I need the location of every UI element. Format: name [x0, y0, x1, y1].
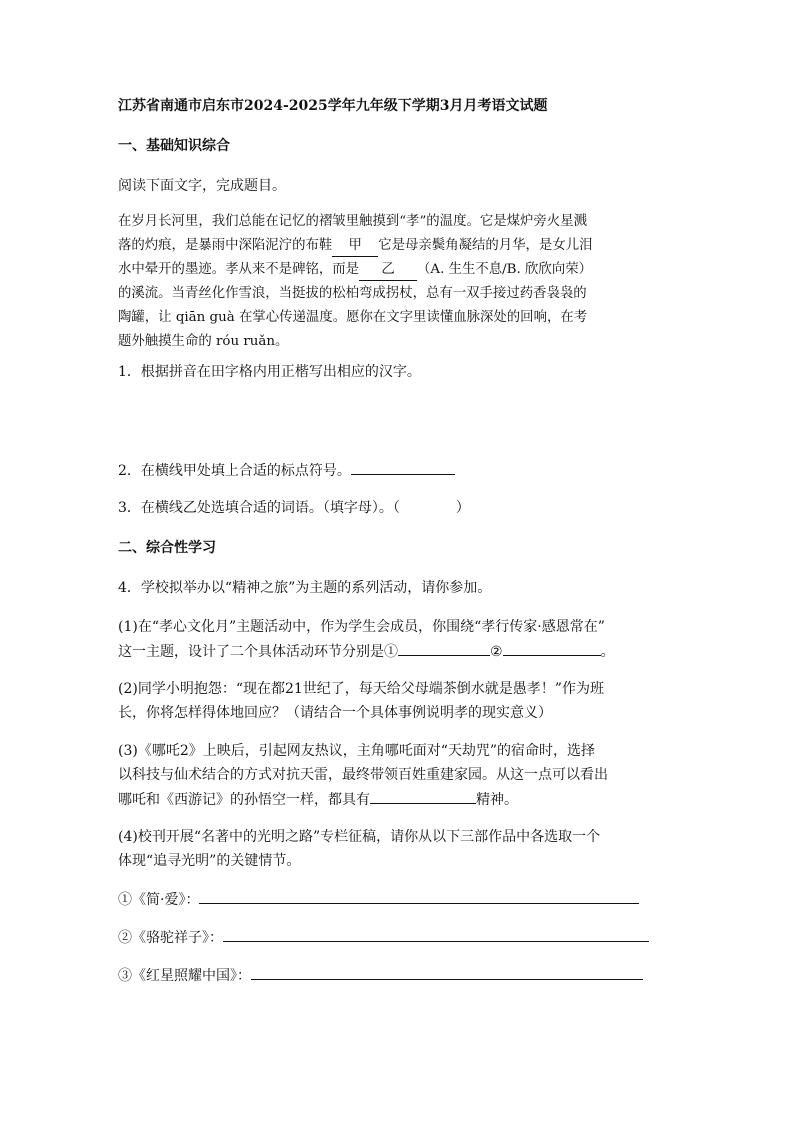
- answer-blank-spirit[interactable]: [370, 789, 476, 804]
- passage-text: 水中晕开的墨迹。孝从来不是碑铭，而是: [118, 262, 360, 277]
- document-title: 江苏省南通市启东市2024-2025学年九年级下学期3月月考语文试题: [118, 98, 548, 114]
- question-3: [118, 498, 470, 518]
- passage-text: 它是母亲鬓角凝结的月华，是女儿泪: [378, 238, 593, 253]
- q4-part4-line: 体现“追寻光明”的关键情节。: [118, 853, 301, 869]
- q4-part1-end: 。: [600, 644, 615, 660]
- question-1: 1．根据拼音在田字格内用正楷写出相应的汉字。: [118, 364, 421, 380]
- book-answer-row: [118, 927, 649, 948]
- passage-text: 落的灼痕，是暴雨中深陷泥泞的布鞋: [118, 238, 333, 253]
- q4-part3-line: (3)《哪吒2》上映后，引起网友热议，主角哪吒面对“天劫咒”的宿命时，选择: [118, 743, 596, 759]
- q4-part1-marker: ②: [490, 644, 503, 660]
- passage-line: 在岁月长河里，我们总能在记忆的褶皱里触摸到“孝”的温度。它是煤炉旁火星溅: [118, 214, 587, 229]
- q4-part2-line: 长，你将怎样得体地回应？（请结合一个具体事例说明孝的现实意义）: [118, 705, 552, 721]
- q4-part3-line: [118, 789, 518, 810]
- blank-yi[interactable]: 乙: [359, 260, 417, 281]
- section-heading-comprehensive: 二、综合性学习: [118, 540, 216, 556]
- book-answer-row: [118, 889, 639, 910]
- q4-part3-end: 精神。: [476, 792, 518, 808]
- passage-line: [118, 260, 592, 281]
- q4-part1-line: (1)在“孝心文化月”主题活动中，作为学生会成员，你围绕“孝行传家·感恩常在”: [118, 619, 605, 635]
- q4-part1-text: 这一主题，设计了二个具体活动环节分别是①: [118, 644, 398, 660]
- book-label-red-star: ③《红星照耀中国》：: [118, 968, 251, 984]
- q4-part2-line: (2)同学小明抱怨：“现在都21世纪了，每天给父母端茶倒水就是愚孝！”作为班: [118, 681, 604, 697]
- answer-blank-q2[interactable]: [351, 460, 455, 475]
- book-label-camel-xiangzi: ②《骆驼祥子》：: [118, 930, 223, 946]
- answer-blank-activity-2[interactable]: [503, 641, 601, 656]
- passage-line: 的溪流。当青丝化作雪浪，当挺拔的松柏弯成拐杖，总有一双手接过药香袅袅的: [118, 286, 587, 301]
- question-3-close: ）: [455, 500, 470, 516]
- question-2-text: 2．在横线甲处填上合适的标点符号。: [118, 463, 351, 479]
- answer-line-red-star[interactable]: [251, 965, 643, 980]
- section-heading-basics: 一、基础知识综合: [118, 138, 230, 154]
- q4-part3-line: 以科技与仙术结合的方式对抗天雷，最终带领百姓重建家园。从这一点可以看出: [118, 767, 608, 783]
- book-answer-row: [118, 965, 643, 986]
- passage-line: [118, 236, 593, 257]
- question-4: 4．学校拟举办以“精神之旅”为主题的系列活动，请你参加。: [118, 580, 492, 596]
- q4-part4-line: (4)校刊开展“名著中的光明之路”专栏征稿，请你从以下三部作品中各选取一个: [118, 829, 601, 845]
- passage-line: 题外触摸生命的 róu ruǎn。: [118, 334, 289, 349]
- question-2: [118, 460, 455, 481]
- passage-options: （A. 生生不息/B. 欣欣向荣）: [417, 262, 592, 277]
- answer-blank-activity-1[interactable]: [398, 641, 490, 656]
- question-3-text: 3．在横线乙处选填合适的词语。（填字母）。（: [118, 500, 400, 516]
- answer-line-jane-eyre[interactable]: [199, 889, 639, 904]
- q4-part3-text: 哪吒和《西游记》的孙悟空一样，都具有: [118, 792, 370, 808]
- blank-jia[interactable]: 甲: [332, 236, 378, 257]
- reading-instruction: 阅读下面文字，完成题目。: [118, 178, 286, 194]
- passage-line: 陶罐，让 qiān guà 在掌心传递温度。愿你在文字里读懂血脉深处的回响，在考: [118, 310, 588, 325]
- answer-line-camel-xiangzi[interactable]: [223, 927, 649, 942]
- q4-part1-line: [118, 641, 615, 662]
- book-label-jane-eyre: ①《简·爱》：: [118, 892, 200, 908]
